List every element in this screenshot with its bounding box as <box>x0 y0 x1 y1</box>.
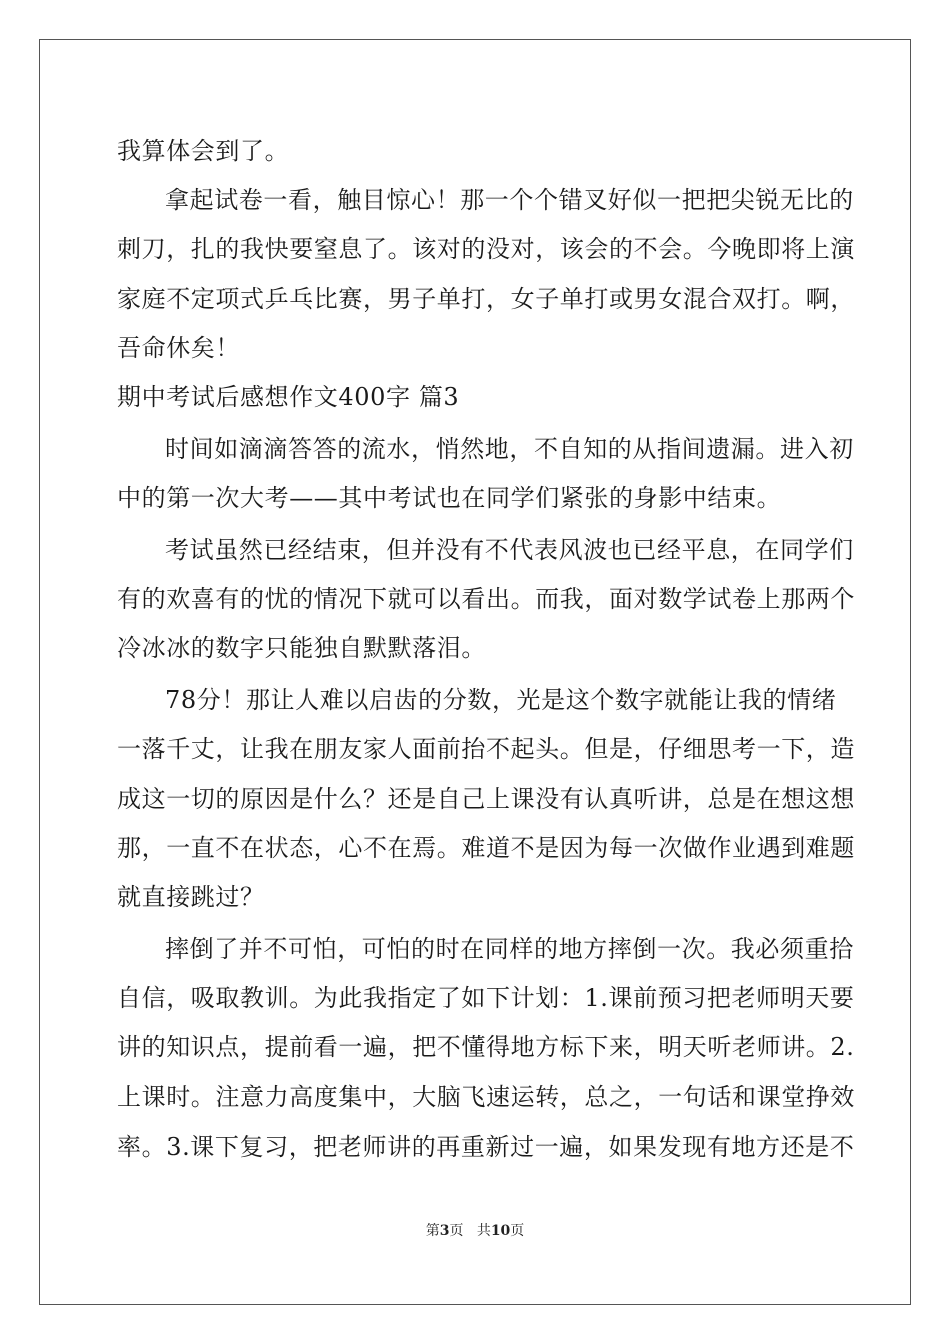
text-line: 我算体会到了。 <box>117 137 290 165</box>
text-line: 78分！那让人难以启齿的分数，光是这个数字就能让我的情绪 <box>165 686 837 714</box>
total-prefix: 共 <box>476 1223 491 1239</box>
page-prefix: 第 <box>425 1223 440 1239</box>
text-line: 有的欢喜有的忧的情况下就可以看出。而我，面对数学试卷上那两个 <box>117 585 855 613</box>
section-heading: 期中考试后感想作文400字 篇3 <box>117 383 460 411</box>
text-line: 率。3.课下复习，把老师讲的再重新过一遍，如果发现有地方还是不 <box>117 1133 855 1161</box>
text-line: 讲的知识点，提前看一遍，把不懂得地方标下来，明天听老师讲。2. <box>117 1033 855 1061</box>
text-line: 上课时。注意力高度集中，大脑飞速运转，总之，一句话和课堂挣效 <box>117 1083 855 1111</box>
text-line: 家庭不定项式乒乓比赛，男子单打，女子单打或男女混合双打。啊， <box>117 285 855 313</box>
page-border <box>39 39 911 1305</box>
text-line: 时间如滴滴答答的流水，悄然地，不自知的从指间遗漏。进入初 <box>165 435 854 463</box>
total-pages: 10 <box>490 1223 511 1239</box>
text-line: 冷冰冰的数字只能独自默默落泪。 <box>117 634 486 662</box>
text-line: 成这一切的原因是什么？还是自己上课没有认真听讲，总是在想这想 <box>117 785 855 813</box>
text-line: 那，一直不在状态，心不在焉。难道不是因为每一次做作业遇到难题 <box>117 834 855 862</box>
text-line: 拿起试卷一看，触目惊心！那一个个错叉好似一把把尖锐无比的 <box>165 186 854 214</box>
page-number: 3 <box>439 1223 450 1239</box>
page-footer <box>0 1220 950 1240</box>
page-suffix: 页 <box>449 1223 464 1239</box>
text-line: 就直接跳过？ <box>117 883 265 911</box>
text-line: 考试虽然已经结束，但并没有不代表风波也已经平息，在同学们 <box>165 536 854 564</box>
total-suffix: 页 <box>510 1223 525 1239</box>
text-line: 吾命休矣！ <box>117 334 240 362</box>
text-line: 刺刀，扎的我快要窒息了。该对的没对，该会的不会。今晚即将上演 <box>117 235 855 263</box>
text-line: 自信，吸取教训。为此我指定了如下计划：1.课前预习把老师明天要 <box>117 984 855 1012</box>
text-line: 摔倒了并不可怕，可怕的时在同样的地方摔倒一次。我必须重拾 <box>165 935 854 963</box>
text-line: 一落千丈，让我在朋友家人面前抬不起头。但是，仔细思考一下，造 <box>117 735 855 763</box>
text-line: 中的第一次大考——其中考试也在同学们紧张的身影中结束。 <box>117 484 782 512</box>
